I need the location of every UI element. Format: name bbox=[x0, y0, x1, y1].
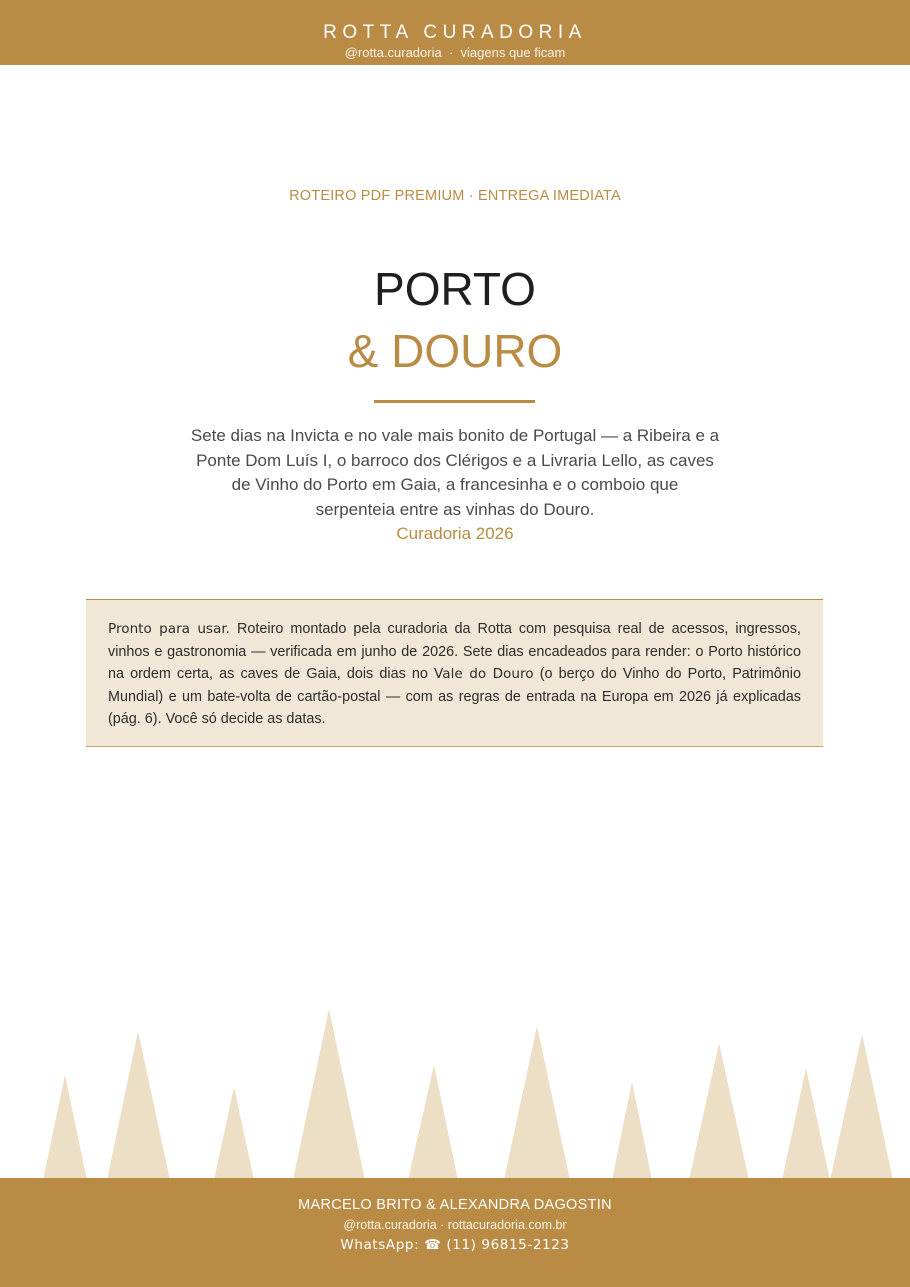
peak-9 bbox=[782, 1068, 830, 1180]
peak-7 bbox=[612, 1082, 652, 1180]
footer-bar bbox=[0, 1178, 910, 1287]
title-porto: PORTO bbox=[374, 263, 536, 315]
tagline: viagens que ficam bbox=[460, 45, 566, 60]
peak-8 bbox=[689, 1043, 749, 1180]
intro-callout bbox=[86, 599, 823, 747]
peak-1 bbox=[43, 1075, 87, 1180]
footer-authors: MARCELO BRITO & ALEXANDRA DAGOSTIN bbox=[298, 1197, 612, 1213]
cover-kicker: ROTEIRO PDF PREMIUM · ENTREGA IMEDIATA bbox=[289, 188, 621, 204]
footer-contacts: @rotta.curadoria · rottacuradoria.com.br bbox=[343, 1218, 567, 1232]
peak-5 bbox=[408, 1065, 458, 1180]
edition-label: Curadoria 2026 bbox=[396, 524, 514, 544]
peak-2 bbox=[107, 1031, 170, 1180]
callout-body-1: Roteiro montado pela curadoria da Rotta com pesquisa real de acessos, ingressos, vinhos e gastronomia — verificada em junho de 2026. Sete dias encadeados para render: o Porto histórico na ordem certa, as caves de Gaia, dois dias no bbox=[108, 621, 801, 682]
callout-lead: Pronto para usar. bbox=[108, 621, 231, 637]
header-handle-line bbox=[0, 45, 910, 60]
peak-3 bbox=[214, 1087, 254, 1180]
mountain-peaks-icon bbox=[0, 1000, 910, 1180]
instagram-handle: @rotta.curadoria bbox=[344, 45, 442, 60]
cover-description bbox=[190, 424, 720, 547]
separator: · bbox=[448, 45, 454, 60]
title-divider bbox=[374, 400, 535, 403]
peak-4 bbox=[293, 1009, 365, 1180]
callout-place: Vale do Douro bbox=[434, 666, 534, 682]
header-bar bbox=[0, 0, 910, 65]
peak-10 bbox=[830, 1034, 893, 1180]
footer-whatsapp: WhatsApp: ☎ (11) 96815-2123 bbox=[340, 1237, 570, 1253]
callout-body-2: (o berço do Vinho do Porto, Patrimônio Mundial) e um bate-volta de cartão-postal — com as regras de entrada na Europa em 2026 já explicadas (pág. 6). Você só decide as datas. bbox=[108, 666, 801, 727]
brand-name: ROTTA CURADORIA bbox=[323, 22, 587, 43]
peak-6 bbox=[504, 1026, 570, 1180]
description-text: Sete dias na Invicta e no vale mais bonito de Portugal — a Ribeira e a Ponte Dom Luís I, o barroco dos Clérigos e a Livraria Lello, as caves de Vinho do Porto em Gaia, a francesinha e o comboio que serpenteia entre as vinhas do Douro. bbox=[190, 426, 720, 519]
callout-text bbox=[108, 618, 801, 731]
title-douro: & DOURO bbox=[347, 325, 563, 377]
